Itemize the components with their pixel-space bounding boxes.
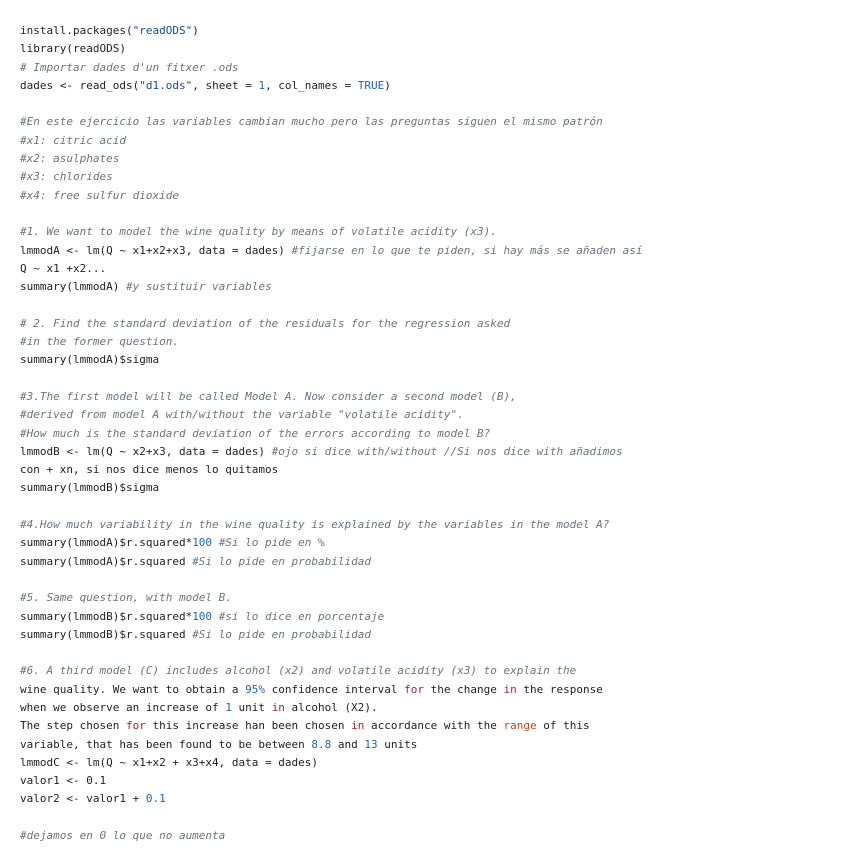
code-line xyxy=(20,790,840,808)
code-token-number: 1 xyxy=(225,700,232,714)
code-line xyxy=(20,717,840,735)
code-token-comment: #dejamos en 0 lo que no aumenta xyxy=(20,829,226,843)
code-token-text: when we observe an increase of xyxy=(20,700,226,714)
code-line xyxy=(20,242,840,260)
code-line xyxy=(20,406,840,424)
code-token-comment: #5. Same question, with model B. xyxy=(20,591,232,605)
code-token-keyword: for xyxy=(404,682,424,696)
code-line xyxy=(20,22,840,40)
code-line xyxy=(20,223,840,241)
code-token-number: 0.1 xyxy=(145,792,166,806)
code-token-comment: #3.The first model will be called Model A. Now consider a second model (B), xyxy=(20,389,517,403)
code-line xyxy=(20,168,840,186)
code-line xyxy=(20,132,840,150)
code-token-text xyxy=(212,536,219,549)
code-line xyxy=(20,113,840,131)
code-token-text: and xyxy=(331,737,365,751)
code-token-text: con + xn, si nos dice menos lo quitamos xyxy=(20,463,279,477)
code-token-text: unit xyxy=(231,700,272,714)
code-line xyxy=(20,388,840,406)
code-line xyxy=(20,553,840,571)
code-token-text: summary(lmmodB)$r.squared xyxy=(20,627,193,641)
code-line xyxy=(20,315,840,333)
code-token-comment: #Si lo pide en % xyxy=(218,536,325,550)
code-token-number: 100 xyxy=(192,609,213,623)
code-token-comment: #fijarse en lo que te piden, si hay más se añaden así xyxy=(291,243,643,257)
code-token-keyword: in xyxy=(503,682,517,696)
code-token-text: lmmodB <- lm(Q ~ x2+x3, data = dades) xyxy=(20,444,272,458)
code-token-comment: #6. A third model (C) includes alcohol (x2) and volatile acidity (x3) to explain the xyxy=(20,664,577,678)
code-token-text: the change xyxy=(424,682,504,696)
code-token-text: confidence interval xyxy=(265,682,405,696)
code-line xyxy=(20,736,840,754)
code-line xyxy=(20,461,840,479)
blank-line xyxy=(20,205,840,223)
code-token-text: summary(lmmodB)$sigma xyxy=(20,481,160,495)
code-token-text: summary(lmmodA) xyxy=(20,280,126,294)
blank-line xyxy=(20,95,840,113)
code-token-string: "readODS" xyxy=(132,24,193,37)
code-line xyxy=(20,278,840,296)
code-token-comment: #How much is the standard deviation of the errors according to model B? xyxy=(20,426,491,440)
code-token-text: lmmodA <- lm(Q ~ x1+x2+x3, data = dades) xyxy=(20,243,292,257)
code-token-text: Q ~ x1 +x2... xyxy=(20,261,107,275)
code-token-text xyxy=(212,610,219,623)
code-token-comment: #1. We want to model the wine quality by means of volatile acidity (x3). xyxy=(20,225,497,239)
code-token-text: The step chosen xyxy=(20,719,126,733)
code-token-text: this increase han been chosen xyxy=(145,719,352,733)
code-token-number: 8.8 xyxy=(311,737,332,751)
code-token-comment: #Si lo pide en probabilidad xyxy=(192,627,371,641)
code-token-keyword: in xyxy=(351,719,365,733)
code-token-comment: #in the former question. xyxy=(20,335,179,349)
code-line xyxy=(20,479,840,497)
code-line xyxy=(20,443,840,461)
code-token-keyword: for xyxy=(125,719,146,733)
code-line xyxy=(20,425,840,443)
code-line xyxy=(20,516,840,534)
code-line xyxy=(20,662,840,680)
blank-line xyxy=(20,498,840,516)
code-line xyxy=(20,40,840,58)
blank-line xyxy=(20,571,840,589)
code-token-comment: # 2. Find the standard deviation of the residuals for the regression asked xyxy=(20,316,511,330)
code-line xyxy=(20,59,840,77)
blank-line xyxy=(20,809,840,827)
code-line xyxy=(20,187,840,205)
code-line xyxy=(20,589,840,607)
code-token-text: summary(lmmodA)$r.squared xyxy=(20,554,193,568)
code-token-comment: #derived from model A with/without the variable "volatile acidity". xyxy=(20,408,464,422)
code-token-text: the response xyxy=(516,682,603,696)
code-token-text: of this xyxy=(536,719,590,733)
code-editor[interactable] xyxy=(20,22,840,845)
code-token-number: 95% xyxy=(245,682,266,696)
code-token-comment: #Si lo pide en probabilidad xyxy=(192,554,371,568)
code-line xyxy=(20,260,840,278)
code-line xyxy=(20,754,840,772)
code-token-text: alcohol (X2). xyxy=(284,700,378,714)
code-line xyxy=(20,827,840,845)
code-token-text: valor1 <- 0.1 xyxy=(20,774,107,788)
code-token-number: 1 xyxy=(258,78,266,92)
code-token-number: TRUE xyxy=(357,78,385,92)
code-token-comment: #x2: asulphates xyxy=(20,152,120,166)
blank-line xyxy=(20,644,840,662)
code-line xyxy=(20,150,840,168)
code-token-number: 13 xyxy=(364,737,378,751)
code-token-text: dades <- read_ods( xyxy=(20,78,140,92)
code-token-comment: # Importar dades d'un fitxer .ods xyxy=(20,60,239,74)
code-token-text: units xyxy=(377,737,418,751)
code-token-string: "d1.ods" xyxy=(139,78,193,92)
code-token-text: summary(lmmodA)$sigma xyxy=(20,353,160,367)
code-token-text: wine quality. We want to obtain a xyxy=(20,682,246,696)
code-token-text: ) xyxy=(384,78,391,92)
code-token-text: , sheet = xyxy=(192,78,259,92)
code-token-comment: #ojo si dice with/without //Si nos dice with añadimos xyxy=(271,444,623,458)
code-token-text: lmmodC <- lm(Q ~ x1+x2 + x3+x4, data = dades) xyxy=(20,755,319,769)
code-line xyxy=(20,681,840,699)
code-line xyxy=(20,626,840,644)
code-token-text: install.packages( xyxy=(20,24,133,37)
code-line xyxy=(20,534,840,552)
code-token-comment: #x4: free sulfur dioxide xyxy=(20,188,179,202)
code-token-builtin: range xyxy=(503,719,537,733)
code-token-comment: #4.How much variability in the wine quality is explained by the variables in the model A? xyxy=(20,518,610,532)
code-token-text: ) xyxy=(192,24,199,37)
code-line xyxy=(20,608,840,626)
blank-line xyxy=(20,296,840,314)
code-token-number: 100 xyxy=(192,536,213,550)
code-line xyxy=(20,772,840,790)
code-line xyxy=(20,333,840,351)
code-token-comment: #En este ejercicio las variables cambian mucho pero las preguntas siguen el mismo patrón xyxy=(20,115,603,129)
code-token-text: library(readODS) xyxy=(20,42,126,56)
code-line xyxy=(20,699,840,717)
code-token-keyword: in xyxy=(271,700,285,714)
code-token-text: summary(lmmodA)$r.squared* xyxy=(20,536,193,550)
code-token-text: variable, that has been found to be between xyxy=(20,737,312,751)
code-token-text: accordance with the xyxy=(364,719,504,733)
code-token-text: summary(lmmodB)$r.squared* xyxy=(20,609,193,623)
code-token-comment: #x3: chlorides xyxy=(20,170,113,184)
code-token-text: valor2 <- valor1 + xyxy=(20,792,146,806)
blank-line xyxy=(20,370,840,388)
code-token-text: , col_names = xyxy=(265,78,358,92)
code-token-comment: #y sustituir variables xyxy=(125,280,272,294)
code-line xyxy=(20,77,840,95)
code-line xyxy=(20,351,840,369)
code-token-comment: #x1: citric acid xyxy=(20,133,126,147)
code-token-comment: #si lo dice en porcentaje xyxy=(218,609,385,623)
